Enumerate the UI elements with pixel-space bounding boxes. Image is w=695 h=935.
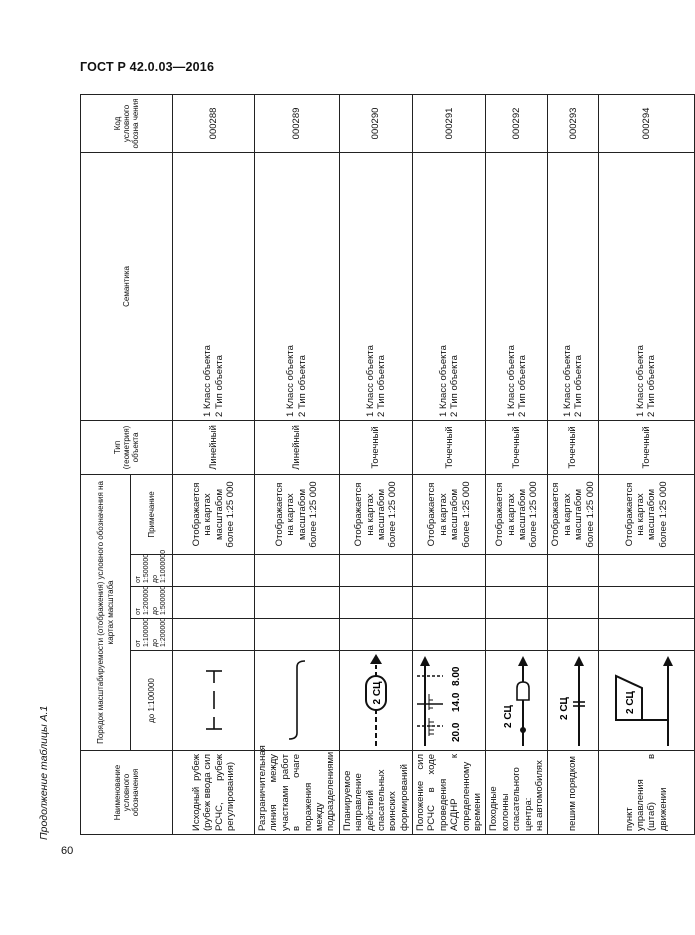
row-name: Исходный рубеж (рубеж ввода сил РСЧС, рубеж регулирования): [173, 751, 255, 835]
row-type: Точечный: [486, 420, 548, 474]
header-scale-3: от 1:200000 до 1:500000: [131, 587, 173, 619]
document-header: ГОСТ Р 42.0.03—2016: [80, 60, 215, 74]
header-name: Наименование условного обозначения: [81, 751, 173, 835]
header-scale-1: до 1:100000: [131, 651, 173, 751]
forces-position-icon: [415, 650, 483, 750]
row-name: Планируемое направление действий спасательных воинских формирований: [339, 751, 412, 835]
row-name: Походные колонны спасательного центра: на автомобилях: [486, 751, 548, 835]
time-label: 20.0: [451, 722, 463, 742]
symbols-table: [80, 94, 695, 835]
row-name: Разграничительная линия между участками работ в очаге поражения между подразделениями: [255, 751, 340, 835]
row-semantics: 1 Класс объекта 2 Тип объекта: [173, 152, 255, 420]
time-label: 14.0: [451, 692, 463, 712]
symbol-column-foot: [548, 651, 599, 751]
header-note: Примечание: [131, 474, 173, 554]
rotated-table-container: [80, 95, 669, 835]
header-scale-group: Порядок масштабируемости (отображения) условного обозначения на картах масштаба: [81, 474, 131, 750]
table-row: [598, 94, 694, 834]
table-row: [173, 94, 255, 834]
row-note: Отображается на картах масштабом более 1:25 000: [413, 474, 486, 554]
row-type: Линейный: [173, 420, 255, 474]
unit-label: 2 СЦ: [559, 697, 571, 720]
row-code: 000290: [339, 94, 412, 152]
row-code: 000291: [413, 94, 486, 152]
header-scale-2: от 1:100000 до 1:200000: [131, 619, 173, 651]
row-semantics: 1 Класс объекта 2 Тип объекта: [486, 152, 548, 420]
symbol-boundary-line: [255, 651, 340, 751]
initial-line-icon: [202, 666, 226, 736]
row-note: Отображается на картах масштабом более 1:25 000: [548, 474, 599, 554]
planned-direction-arrow-icon: [358, 650, 394, 750]
table-row: [413, 94, 486, 834]
row-code: 000289: [255, 94, 340, 152]
table-continuation-caption: Продолжение таблицы А.1: [38, 705, 50, 840]
row-semantics: 1 Класс объекта 2 Тип объекта: [255, 152, 340, 420]
row-note: Отображается на картах масштабом более 1:25 000: [173, 474, 255, 554]
row-name: пешим порядком: [548, 751, 599, 835]
row-type: Точечный: [339, 420, 412, 474]
vehicle-column-icon: [497, 650, 537, 750]
page-number: 60: [61, 845, 74, 857]
boundary-line-icon: [285, 656, 309, 746]
row-code: 000288: [173, 94, 255, 152]
table-row: [255, 94, 340, 834]
row-semantics: 1 Класс объекта 2 Тип объекта: [548, 152, 599, 420]
command-post-flag-icon: [606, 650, 686, 750]
row-type: Точечный: [413, 420, 486, 474]
unit-label: 2 СЦ: [502, 705, 514, 728]
row-note: Отображается на картах масштабом более 1:25 000: [255, 474, 340, 554]
header-scale-4: от 1:500000 до 1:1000000: [131, 555, 173, 587]
row-note: Отображается на картах масштабом более 1:25 000: [598, 474, 694, 554]
symbol-planned-direction: [339, 651, 412, 751]
header-semantics: Семантика: [81, 152, 173, 420]
row-name: Положение сил РСЧС в ходе проведения АСДНР к определенному времени: [413, 751, 486, 835]
row-name: пункт управления (штаб) в движении: [598, 751, 694, 835]
table-row: [339, 94, 412, 834]
row-semantics: 1 Класс объекта 2 Тип объекта: [413, 152, 486, 420]
symbol-forces-position: [413, 651, 486, 751]
row-type: Точечный: [548, 420, 599, 474]
row-code: 000293: [548, 94, 599, 152]
time-label: 8.00: [451, 666, 463, 686]
row-code: 000294: [598, 94, 694, 152]
row-semantics: 1 Класс объекта 2 Тип объекта: [339, 152, 412, 420]
header-code: Код условного обозна чения: [81, 94, 173, 152]
header-type: Тип (геометрия) объекта: [81, 420, 173, 474]
unit-label: 2 СЦ: [371, 681, 383, 705]
table-row: [486, 94, 548, 834]
symbol-initial-line: [173, 651, 255, 751]
row-note: Отображается на картах масштабом более 1:25 000: [486, 474, 548, 554]
row-note: Отображается на картах масштабом более 1:25 000: [339, 474, 412, 554]
row-semantics: 1 Класс объекта 2 Тип объекта: [598, 152, 694, 420]
row-type: Точечный: [598, 420, 694, 474]
symbol-command-post: [598, 651, 694, 751]
foot-column-icon: [553, 650, 593, 750]
row-type: Линейный: [255, 420, 340, 474]
table-row: [548, 94, 599, 834]
symbol-column-vehicles: [486, 651, 548, 751]
row-code: 000292: [486, 94, 548, 152]
unit-label: 2 СЦ: [625, 691, 637, 714]
